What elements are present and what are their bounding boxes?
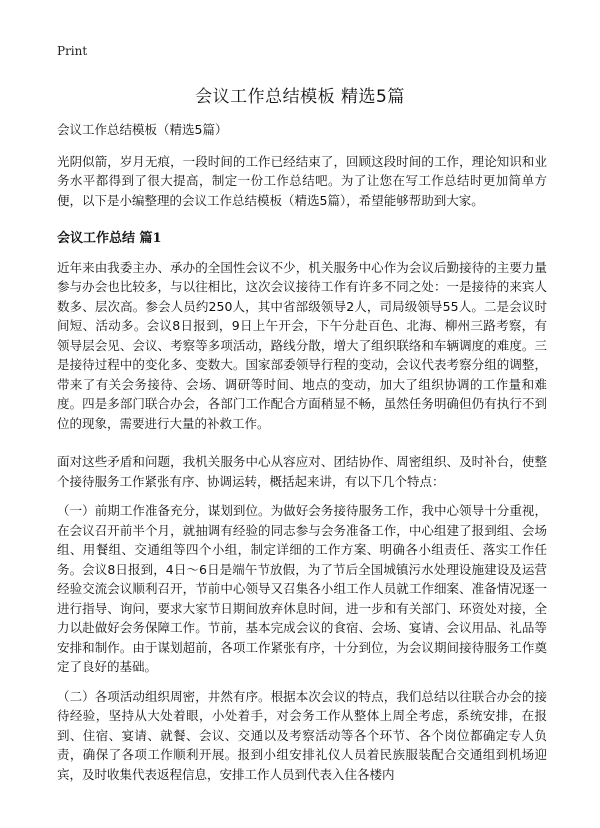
print-link[interactable]: Print	[57, 44, 88, 58]
body-paragraph-3: （一）前期工作准备充分，谋划到位。为做好会务接待服务工作，我中心领导十分重视，在会议召开前半个月，就抽调有经验的同志参与会务准备工作，中心组建了报到组、会场组、用餐组、交通组等四个小组，制定详细的工作方案、明确各小组责任、落实工作任务。会议8日报到，4日～6日是端午节放假，为了节后全国城镇污水处理设施建设及运营经验交流会议顺利召开，节前中心领导又召集各小组工作人员就工作细案、准备情况逐一进行指导、询问，要求大家节日期间放弃休息时间，进一步和有关部门、环资处对接，全力以赴做好会务保障工作。节前，基本完成会议的食宿、会场、宴请、会议用品、礼品等安排和制作。由于谋划超前，各项工作紧张有序，十分到位，为会议期间接待服务工作奠定了良好的基础。	[57, 503, 547, 674]
section-heading: 会议工作总结 篇1	[57, 231, 162, 246]
intro-paragraph: 光阴似箭，岁月无痕，一段时间的工作已经结束了，回顾这段时间的工作，理论知识和业务水平都得到了很大提高，制定一份工作总结吧。为了让您在写工作总结时更加简单方便，以下是小编整理的会议工作总结模板（精选5篇），希望能够帮助到大家。	[57, 153, 547, 208]
document-subtitle: 会议工作总结模板（精选5篇）	[57, 122, 228, 137]
body-paragraph-1: 近年来由我委主办、承办的全国性会议不少，机关服务中心作为会议后勤接待的主要力量参与办会也比较多，与以往相比，这次会议接待工作有许多不同之处：一是接待的来宾人数多、层次高。参会人员约250人，其中省部级领导2人，司局级领导55人。二是会议时间短、活动多。会议8日报到，9日上午开会，下午分赴百色、北海、柳州三路考察，有领导层会见、会议、考察等多项活动，路线分散，增大了组织联络和车辆调度的难度。三是接待过程中的变化多、变数大。国家部委领导行程的变动，会议代表考察分组的调整，带来了有关会务接待、会场、调研等时间、地点的变动，加大了组织协调的工作量和难度。四是多部门联合办会，各部门工作配合方面稍显不畅，虽然任务明确但仍有执行不到位的现象，需要进行大量的补救工作。	[57, 259, 547, 431]
body-paragraph-2: 面对这些矛盾和问题，我机关服务中心从容应对、团结协作、周密组织、及时补台，使整个接待服务工作紧张有序、协调运转，概括起来讲，有以下几个特点：	[57, 454, 547, 489]
body-paragraph-4: （二）各项活动组织周密，井然有序。根据本次会议的特点，我们总结以往联合办会的接待经验，坚持从大处着眼，小处着手，对会务工作从整体上周全考虑，系统安排，在报到、住宿、宴请、就餐、会议、交通以及考察活动等各个环节、各个岗位都确定专人负责，确保了各项工作顺利开展。报到小组安排礼仪人员着民族服装配合交通组到机场迎宾，及时收集代表返程信息，安排工作人员到代表入住各楼内	[57, 688, 547, 782]
document-title: 会议工作总结模板 精选5篇	[195, 87, 405, 107]
document-body	[57, 120, 547, 794]
